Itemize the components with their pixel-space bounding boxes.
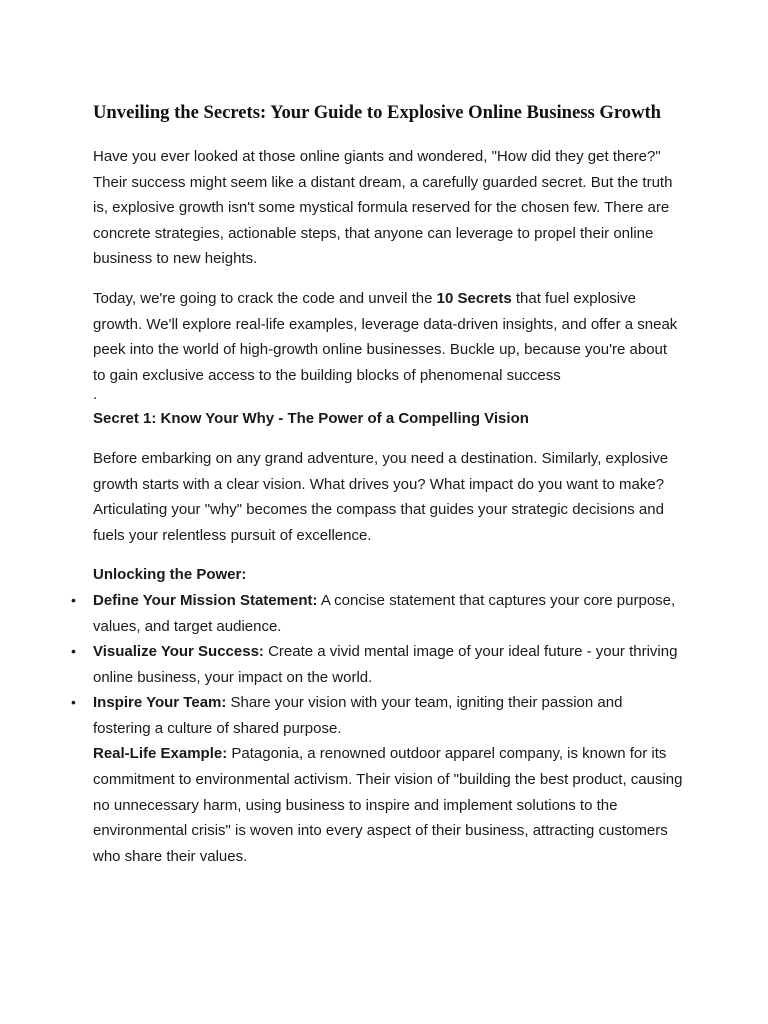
bullet-list — [71, 588, 683, 742]
intro-paragraph: Have you ever looked at those online giants and wondered, "How did they get there?" Their success might seem like a distant dream, a carefully guarded secret. But the truth is, explosive growth isn't some mystical formula reserved for the chosen few. There are concrete strategies, actionable steps, that anyone can leverage to propel their online business to new heights. — [93, 148, 673, 268]
list-item-bold: Visualize Your Success: — [93, 643, 264, 661]
list-item-text: Share your vision with your team, igniting their passion and fostering a culture of shared purpose. — [93, 694, 623, 737]
real-life-example — [93, 741, 683, 869]
secret-1-paragraph: Before embarking on any grand adventure, you need a destination. Similarly, explosive growth starts with a clear vision. What drives you? What impact do you want to make? Articulating your "why" becomes the compass that guides your strategic decisions and fuels your relentless pursuit of excellence. — [93, 449, 669, 544]
real-life-example-text: Patagonia, a renowned outdoor apparel company, is known for its commitment to environmental activism. Their vision of "building the best product, causing no unnecessary harm, using business to inspire and implement solutions to the environmental crisis" is woven into every aspect of their business, attracting customers who share their values. — [93, 745, 683, 865]
list-item-bold: Inspire Your Team: — [93, 694, 227, 712]
list-item-bold: Define Your Mission Statement: — [93, 591, 318, 609]
second-paragraph-before: Today, we're going to crack the code and unveil the — [93, 289, 437, 307]
list-item — [71, 690, 683, 741]
bullet-icon: • — [71, 694, 76, 711]
document-page — [71, 101, 683, 869]
real-life-example-label: Real-Life Example: — [93, 745, 228, 763]
list-item-text: A concise statement that captures your core purpose, values, and target audience. — [93, 591, 676, 635]
list-item-text: Create a vivid mental image of your ideal future - your thriving online business, your impact on the world. — [93, 643, 678, 686]
list-item — [71, 588, 683, 639]
second-paragraph-after: that fuel explosive growth. We'll explore real-life examples, leverage data-driven insights, and offer a sneak peek into the world of high-growth online businesses. Buckle up, because you're about to gain exclusive access to the building blocks of phenomenal success — [93, 289, 678, 384]
bullet-icon: • — [71, 643, 76, 660]
document-title: Unveiling the Secrets: Your Guide to Explosive Online Business Growth — [93, 102, 662, 123]
secret-1-heading: Secret 1: Know Your Why - The Power of a Compelling Vision — [93, 410, 529, 428]
unlocking-power-heading: Unlocking the Power: — [93, 566, 247, 584]
bullet-icon: • — [71, 591, 76, 608]
ten-secrets-bold: 10 Secrets — [436, 289, 512, 307]
second-paragraph — [93, 286, 683, 388]
list-item — [71, 639, 683, 690]
second-paragraph-trailing: . — [93, 386, 98, 404]
